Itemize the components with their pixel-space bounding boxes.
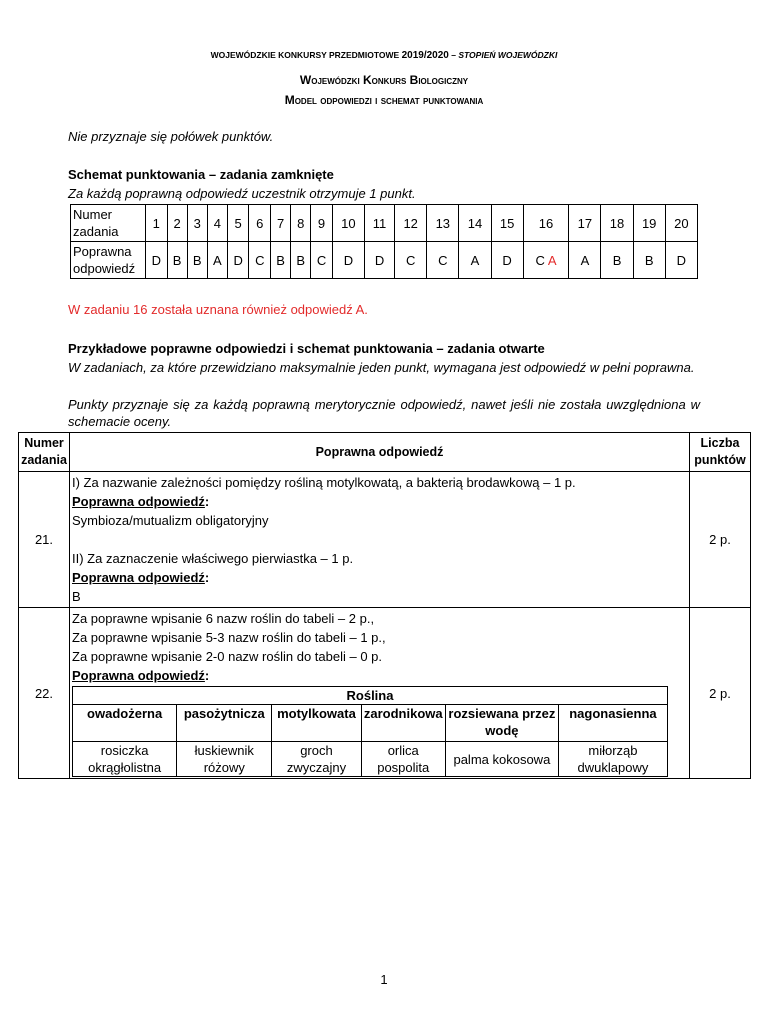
- plant-category: owadożerna: [73, 705, 177, 742]
- plant-name: miłorząb dwuklapowy: [558, 742, 667, 777]
- task-number: 19: [633, 205, 665, 242]
- answer-cell: C: [395, 242, 427, 279]
- task-number: 12: [395, 205, 427, 242]
- plant-name: rosiczka okrągłolistna: [73, 742, 177, 777]
- plants-header-row: [73, 705, 668, 742]
- task-number: 13: [427, 205, 459, 242]
- task-number: 2: [167, 205, 187, 242]
- open-section-para2: Punkty przyznaje się za każdą poprawną merytorycznie odpowiedź, nawet jeśli nie została uwzględniona w schemacie oceny.: [68, 397, 700, 429]
- answer-label: Poprawna odpowiedź: [72, 668, 205, 683]
- answer-cell: D: [146, 242, 168, 279]
- plant-category: rozsiewana przez wodę: [445, 705, 558, 742]
- plant-category: nagonasienna: [558, 705, 667, 742]
- answer-label: Poprawna odpowiedź: [72, 494, 205, 509]
- task-number: 11: [364, 205, 394, 242]
- task-number-row: [71, 205, 698, 242]
- task-number: 17: [569, 205, 601, 242]
- answer-cell-16: C A: [523, 242, 569, 279]
- answer-cell: B: [167, 242, 187, 279]
- col-header-points: Liczba punktów: [690, 433, 751, 472]
- task-number: 9: [311, 205, 333, 242]
- extra-answer-16: A: [547, 252, 557, 268]
- answer-cell: D: [665, 242, 697, 279]
- task-16-note: W zadaniu 16 została uznana również odpowiedź A.: [68, 302, 368, 317]
- task-21-answer-2: B: [72, 589, 81, 604]
- task-21-answer-1: Symbioza/mutualizm obligatoryjny: [72, 513, 269, 528]
- closed-answers-table: [70, 204, 698, 279]
- open-table-header: [19, 433, 751, 472]
- task-22-row: [19, 608, 751, 779]
- answer-label: Poprawna odpowiedź: [72, 570, 205, 585]
- answer-cell: B: [633, 242, 665, 279]
- answer-cell: B: [187, 242, 207, 279]
- task-number: 18: [601, 205, 633, 242]
- answer-cell: B: [601, 242, 633, 279]
- open-section-para1: W zadaniach, za które przewidziano maksymalnie jeden punkt, wymagana jest odpowiedź w pełni poprawna.: [68, 360, 695, 375]
- task-number: 6: [249, 205, 271, 242]
- open-section-heading: Przykładowe poprawne odpowiedzi i schemat punktowania – zadania otwarte: [68, 341, 545, 356]
- plant-name: orlica pospolita: [361, 742, 445, 777]
- task-21-answer: I) Za nazwanie zależności pomiędzy rośliną motylkowatą, a bakterią brodawkową – 1 p. Poprawna odpowiedź: Symbioza/mutualizm obligatoryjny II) Za zaznaczenie właściwego pierwiastka – 1 p. Poprawna odpowiedź: B: [70, 472, 690, 608]
- plant-name: łuskiewnik różowy: [177, 742, 272, 777]
- closed-section-heading: Schemat punktowania – zadania zamknięte: [68, 167, 334, 182]
- task-22-number: 22.: [19, 608, 70, 779]
- answer-cell: D: [491, 242, 523, 279]
- answer-cell: C: [249, 242, 271, 279]
- plants-table: [72, 686, 668, 777]
- answer-cell: D: [332, 242, 364, 279]
- answer-cell: B: [291, 242, 311, 279]
- row-label-numbers: Numer zadania: [71, 205, 146, 242]
- task-number: 14: [459, 205, 491, 242]
- plant-category: motylkowata: [272, 705, 361, 742]
- row-label-answers: Poprawna odpowiedź: [71, 242, 146, 279]
- task-21-number: 21.: [19, 472, 70, 608]
- answer-cell: A: [459, 242, 491, 279]
- task-number: 3: [187, 205, 207, 242]
- answer-cell: C: [311, 242, 333, 279]
- document-title: Wojewódzki Konkurs Biologiczny: [299, 73, 469, 87]
- task-21-row: [19, 472, 751, 608]
- page-number: 1: [380, 972, 388, 987]
- closed-section-rule: Za każdą poprawną odpowiedź uczestnik otrzymuje 1 punkt.: [68, 186, 416, 201]
- competition-header: WOJEWÓDZKIE KONKURSY PRZEDMIOTOWE 2019/2020 – STOPIEŃ WOJEWÓDZKI: [210, 50, 558, 61]
- answer-cell: D: [364, 242, 394, 279]
- plants-table-title: Roślina: [73, 687, 668, 705]
- plant-category: pasożytnicza: [177, 705, 272, 742]
- answer-cell: A: [569, 242, 601, 279]
- col-header-answer: Poprawna odpowiedź: [70, 433, 690, 472]
- task-number: 5: [227, 205, 249, 242]
- task-number: 10: [332, 205, 364, 242]
- task-22-answer: Za poprawne wpisanie 6 nazw roślin do tabeli – 2 p., Za poprawne wpisanie 5-3 nazw roślin do tabeli – 1 p., Za poprawne wpisanie 2-0 nazw roślin do tabeli – 0 p. Poprawna odpowiedź: Roślina owadożerna pasożytnicza motylkowata zarodnikowa rozsiewana przez wodę nagonasienna rosiczka okrągłolistna łuskiewnik różowy groch zwyczajny orlica pospolita palma kokosowa miłorząb dwuklapowy: [70, 608, 690, 779]
- answer-cell: A: [207, 242, 227, 279]
- half-points-note: Nie przyznaje się połówek punktów.: [68, 129, 274, 144]
- task-number: 4: [207, 205, 227, 242]
- task-number: 16: [523, 205, 569, 242]
- plants-value-row: [73, 742, 668, 777]
- plant-name: groch zwyczajny: [272, 742, 361, 777]
- task-number: 8: [291, 205, 311, 242]
- plant-name: palma kokosowa: [445, 742, 558, 777]
- answer-cell: C: [427, 242, 459, 279]
- task-number: 1: [146, 205, 168, 242]
- col-header-number: Numer zadania: [19, 433, 70, 472]
- answer-cell: D: [227, 242, 249, 279]
- open-answers-table: [18, 432, 751, 779]
- document-subtitle: Model odpowiedzi i schemat punktowania: [284, 93, 484, 107]
- task-number: 15: [491, 205, 523, 242]
- task-number: 7: [271, 205, 291, 242]
- answer-row: [71, 242, 698, 279]
- task-21-points: 2 p.: [690, 472, 751, 608]
- answer-cell: B: [271, 242, 291, 279]
- task-number: 20: [665, 205, 697, 242]
- plant-category: zarodnikowa: [361, 705, 445, 742]
- task-22-points: 2 p.: [690, 608, 751, 779]
